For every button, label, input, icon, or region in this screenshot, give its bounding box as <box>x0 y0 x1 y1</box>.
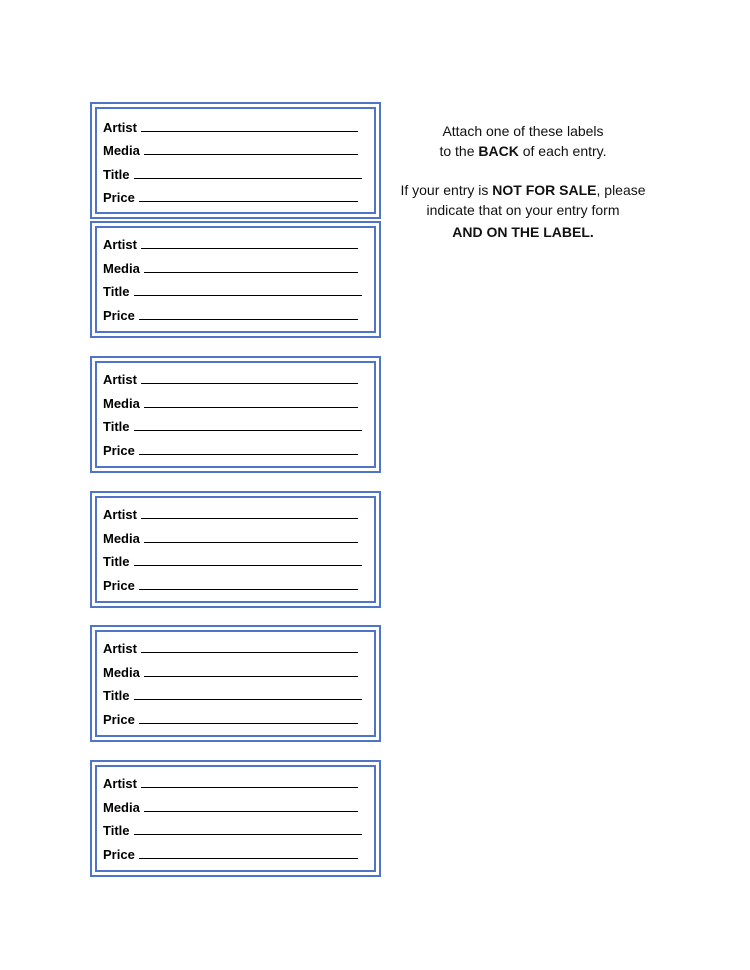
field-label: Media <box>103 665 140 680</box>
field-label: Artist <box>103 776 137 791</box>
field-label: Artist <box>103 507 137 522</box>
artist-field[interactable] <box>103 638 358 656</box>
field-label: Price <box>103 443 135 458</box>
instructions-block <box>388 121 658 242</box>
instruction-text: to the <box>439 143 479 159</box>
label-inner-border <box>95 765 376 872</box>
field-label: Title <box>103 419 130 434</box>
field-label: Price <box>103 847 135 862</box>
price-field[interactable] <box>103 844 358 862</box>
field-label: Title <box>103 284 130 299</box>
emphasis-on-label: AND ON THE LABEL. <box>452 224 594 240</box>
emphasis-not-for-sale: NOT FOR SALE <box>492 182 597 198</box>
title-field[interactable] <box>103 416 362 434</box>
price-field[interactable] <box>103 440 358 458</box>
label-inner-border <box>95 226 376 333</box>
media-input-line[interactable] <box>144 153 358 155</box>
label-inner-border <box>95 107 376 214</box>
field-label: Title <box>103 823 130 838</box>
label-inner-border <box>95 630 376 737</box>
media-field[interactable] <box>103 528 358 546</box>
media-field[interactable] <box>103 140 358 158</box>
media-field[interactable] <box>103 258 358 276</box>
title-field[interactable] <box>103 551 362 569</box>
price-field[interactable] <box>103 305 358 323</box>
field-label: Title <box>103 554 130 569</box>
artist-input-line[interactable] <box>141 517 358 519</box>
field-label: Price <box>103 578 135 593</box>
field-label: Title <box>103 167 130 182</box>
media-input-line[interactable] <box>144 406 358 408</box>
price-input-line[interactable] <box>139 722 358 724</box>
media-input-line[interactable] <box>144 271 358 273</box>
label-inner-border <box>95 361 376 468</box>
title-input-line[interactable] <box>134 698 363 700</box>
instruction-text: If your entry is <box>400 182 493 198</box>
art-label-1 <box>90 102 381 219</box>
media-field[interactable] <box>103 797 358 815</box>
instruction-line-emphasis <box>388 222 658 242</box>
emphasis-back: BACK <box>478 143 519 159</box>
field-label: Title <box>103 688 130 703</box>
field-label: Media <box>103 531 140 546</box>
price-input-line[interactable] <box>139 857 358 859</box>
artist-input-line[interactable] <box>141 651 358 653</box>
price-field[interactable] <box>103 709 358 727</box>
title-input-line[interactable] <box>134 833 363 835</box>
price-field[interactable] <box>103 575 358 593</box>
price-input-line[interactable] <box>139 453 358 455</box>
artist-field[interactable] <box>103 117 358 135</box>
title-field[interactable] <box>103 281 362 299</box>
artist-field[interactable] <box>103 234 358 252</box>
field-label: Media <box>103 800 140 815</box>
artist-field[interactable] <box>103 369 358 387</box>
instruction-line <box>388 180 658 200</box>
instruction-line <box>388 121 658 141</box>
title-field[interactable] <box>103 820 362 838</box>
price-input-line[interactable] <box>139 200 358 202</box>
instruction-line <box>388 141 658 161</box>
field-label: Price <box>103 712 135 727</box>
title-input-line[interactable] <box>134 177 363 179</box>
field-label: Price <box>103 308 135 323</box>
title-input-line[interactable] <box>134 294 363 296</box>
media-field[interactable] <box>103 662 358 680</box>
field-label: Artist <box>103 372 137 387</box>
label-inner-border <box>95 496 376 603</box>
field-label: Media <box>103 143 140 158</box>
art-label-5 <box>90 625 381 742</box>
artist-input-line[interactable] <box>141 786 358 788</box>
instruction-text: indicate that on your entry form <box>426 202 620 218</box>
field-label: Artist <box>103 120 137 135</box>
field-label: Price <box>103 190 135 205</box>
instruction-text: , please <box>596 182 646 198</box>
art-label-6 <box>90 760 381 877</box>
media-field[interactable] <box>103 393 358 411</box>
title-field[interactable] <box>103 685 362 703</box>
price-field[interactable] <box>103 187 358 205</box>
field-label: Artist <box>103 237 137 252</box>
artist-input-line[interactable] <box>141 382 358 384</box>
price-input-line[interactable] <box>139 318 358 320</box>
artist-input-line[interactable] <box>141 247 358 249</box>
field-label: Media <box>103 261 140 276</box>
media-input-line[interactable] <box>144 675 358 677</box>
instruction-text: Attach one of these labels <box>442 123 604 139</box>
art-label-4 <box>90 491 381 608</box>
art-label-2 <box>90 221 381 338</box>
instruction-line <box>388 200 658 220</box>
artist-field[interactable] <box>103 773 358 791</box>
title-input-line[interactable] <box>134 429 363 431</box>
art-label-3 <box>90 356 381 473</box>
instruction-text: of each entry. <box>518 143 607 159</box>
price-input-line[interactable] <box>139 588 358 590</box>
field-label: Media <box>103 396 140 411</box>
media-input-line[interactable] <box>144 541 358 543</box>
media-input-line[interactable] <box>144 810 358 812</box>
artist-field[interactable] <box>103 504 358 522</box>
artist-input-line[interactable] <box>141 130 358 132</box>
field-label: Artist <box>103 641 137 656</box>
title-field[interactable] <box>103 164 362 182</box>
title-input-line[interactable] <box>134 564 363 566</box>
